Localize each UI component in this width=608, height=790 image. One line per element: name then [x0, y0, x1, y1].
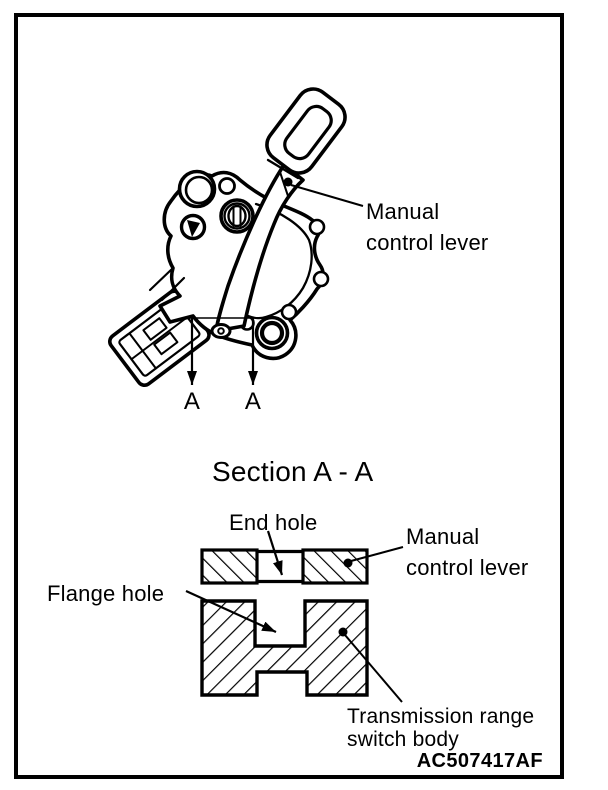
section-view-title: Section A - A — [212, 456, 374, 487]
transmission-range-switch-drawing — [107, 83, 351, 388]
section-switch-body-block — [202, 601, 367, 695]
label-transmission-range-switch-body — [347, 705, 534, 751]
label-flange-hole: Flange hole — [47, 581, 165, 606]
section-lever-bar — [202, 550, 367, 583]
section-marker-a-left: A — [183, 388, 201, 415]
label-line: Transmission range — [347, 705, 535, 728]
figure-code: AC507417AF — [416, 750, 543, 772]
label-manual-control-lever-section — [406, 521, 528, 583]
label-line: Manual — [406, 524, 480, 549]
label-line: control lever — [366, 230, 489, 255]
label-line: switch body — [347, 728, 459, 751]
label-end-hole: End hole — [229, 510, 318, 535]
label-line: Manual — [366, 199, 440, 224]
label-line: control lever — [406, 555, 529, 580]
section-marker-a-right: A — [244, 388, 262, 415]
section-aa-diagram — [186, 531, 403, 702]
label-manual-control-lever-top — [366, 196, 488, 258]
